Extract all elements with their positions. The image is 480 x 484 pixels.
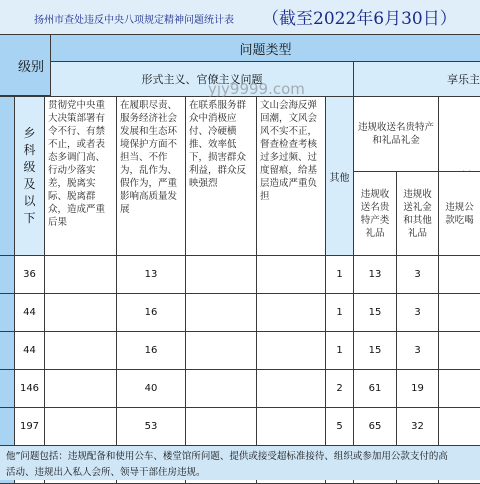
other-cell: 1 [325, 331, 354, 370]
col-d-cell [256, 293, 326, 332]
col-b-cell: 40 [116, 369, 186, 408]
col-d-cell [256, 255, 326, 294]
gift-b-header: 违规收送礼金和其他礼品 [396, 171, 439, 256]
public-dining-cell [438, 407, 480, 446]
township-cell: 197 [14, 407, 45, 446]
footer-note [0, 446, 480, 480]
level-cell [0, 407, 15, 446]
statistics-table [0, 34, 480, 446]
gift-b-cell: 3 [396, 255, 439, 294]
level-cell [0, 331, 15, 370]
gift-group-header: 违规收送名贵特产和礼品礼金 [353, 96, 439, 172]
level-cell [0, 369, 15, 408]
col-b-header: 在履职尽责、服务经济社会发展和生态环境保护方面不担当、不作为，乱作为、假作为，严重影响高质量发展 [116, 96, 186, 256]
level-subcol [0, 96, 15, 256]
col-c-cell [185, 407, 257, 446]
township-cell: 44 [14, 293, 45, 332]
title-bar [0, 0, 480, 34]
level-cell [0, 293, 15, 332]
col-c-cell [185, 331, 257, 370]
gift-a-cell: 15 [353, 293, 397, 332]
col-b-cell: 13 [116, 255, 186, 294]
public-dining-cell [438, 331, 480, 370]
gift-a-cell: 13 [353, 255, 397, 294]
gift-b-cell: 3 [396, 293, 439, 332]
watermark: yjy9999.com [208, 80, 305, 98]
col-a-cell [44, 293, 117, 332]
other-cell: 5 [325, 407, 354, 446]
col-b-cell: 16 [116, 293, 186, 332]
public-dining-cell [438, 255, 480, 294]
other-cell: 2 [325, 369, 354, 408]
col-d-header: 文山会海反弹回潮，文风会风不实不正，督查检查考核过多过频、过度留痕，给基层造成严重负担 [256, 96, 326, 256]
col-c-cell [185, 369, 257, 408]
public-dining-cell [438, 369, 480, 408]
footer-line-2: 活动、违规出入私人会所、领导干部住房违规。 [6, 467, 206, 478]
col-d-cell [256, 331, 326, 370]
formalism-header: 形式主义、官僚主义问题 [50, 61, 354, 97]
col-b-cell: 16 [116, 331, 186, 370]
problem-type-header: 问题类型 [50, 34, 480, 62]
other-header: 其他 [325, 96, 354, 256]
col-a-cell [44, 369, 117, 408]
gift-a-cell: 15 [353, 331, 397, 370]
gift-b-cell: 32 [396, 407, 439, 446]
table-title: 扬州市查处违反中央八项规定精神问题统计表 [34, 15, 234, 26]
township-cell: 36 [14, 255, 45, 294]
gift-b-cell: 3 [396, 331, 439, 370]
col-a-cell [44, 331, 117, 370]
other-cell: 1 [325, 293, 354, 332]
col-b-cell: 53 [116, 407, 186, 446]
gift-a-cell: 65 [353, 407, 397, 446]
hedonism-header: 享乐主 [353, 61, 480, 97]
gift-a-header: 违规收送名贵特产类礼品 [353, 171, 397, 256]
level-cell [0, 255, 15, 294]
township-cell: 44 [14, 331, 45, 370]
col-c-cell [185, 293, 257, 332]
public-dining-header: 违规公款吃喝 [438, 171, 480, 256]
table-date: （截至2022年6月30日） [262, 9, 457, 29]
col-c-cell [185, 255, 257, 294]
col-a-header: 贯彻党中央重大决策部署有令不行、有禁不止，或者表态多调门高、行动少落实差，脱离实际、脱离群众，造成严重后果 [44, 96, 117, 256]
col-a-cell [44, 255, 117, 294]
other-cell: 1 [325, 255, 354, 294]
col-d-cell [256, 407, 326, 446]
gift-a-cell: 61 [353, 369, 397, 408]
footer-line-1: 他”问题包括：违规配备和使用公车、楼堂馆所问题、提供或接受超标准接待、组织或参加用公款支付的高 [6, 451, 448, 462]
township-header: 乡科级及以下 [14, 96, 45, 256]
level-header: 级别 [0, 34, 51, 96]
township-cell: 146 [14, 369, 45, 408]
col-d-cell [256, 369, 326, 408]
public-dining-cell [438, 293, 480, 332]
col-c-header: 在联系服务群众中消极应付、冷硬横推、效率低下，损害群众利益，群众反映强烈 [185, 96, 257, 256]
col-a-cell [44, 407, 117, 446]
gift-b-cell: 19 [396, 369, 439, 408]
